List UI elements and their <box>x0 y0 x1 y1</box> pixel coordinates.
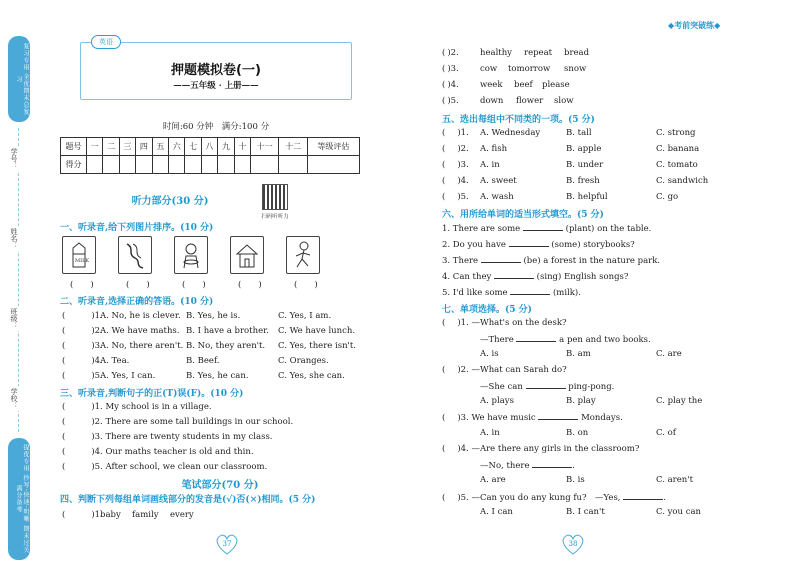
option-b: B. am <box>566 349 591 359</box>
table-cell: 八 <box>201 138 217 156</box>
question-line <box>442 491 666 503</box>
item-number: )5. <box>457 493 469 503</box>
score-cell[interactable] <box>218 156 234 174</box>
list-item <box>442 96 574 106</box>
open-paren[interactable]: ( <box>62 356 66 366</box>
list-item <box>62 326 356 336</box>
fill-blank[interactable] <box>623 492 663 500</box>
answer-slot[interactable]: ( ) <box>126 280 150 290</box>
option-a: A. are <box>480 475 506 485</box>
score-cell[interactable] <box>119 156 135 174</box>
sentence-start: 1. There are some <box>442 224 523 234</box>
question-text: —What can Sarah do? <box>471 365 567 375</box>
table-cell: 二 <box>103 138 119 156</box>
open-paren[interactable]: ( <box>442 444 446 454</box>
table-cell: 一 <box>87 138 103 156</box>
list-item <box>442 176 709 186</box>
word: bread <box>564 48 590 58</box>
list-item <box>62 432 273 442</box>
listening-part-title: 听力部分(30 分) <box>131 196 209 207</box>
option-b: B. fresh <box>566 176 600 186</box>
sentence-end: (sing) English songs? <box>533 272 629 282</box>
section-5-title: 五、选出每组中不同类的一项。(5 分) <box>442 115 595 125</box>
section-1-title: 一、听录音,给下列图片排序。(10 分) <box>60 223 214 233</box>
written-part-title: 笔试部分(70 分) <box>181 480 259 491</box>
open-paren[interactable]: ( <box>62 417 66 427</box>
list-item <box>442 223 651 234</box>
option-b: B. tall <box>566 128 592 138</box>
score-cell[interactable] <box>87 156 103 174</box>
statement: )4. Our maths teacher is old and thin. <box>91 447 254 457</box>
statement: )2. There are some tall buildings in our school. <box>91 417 294 427</box>
answer-slot[interactable]: ( ) <box>238 280 262 290</box>
open-paren[interactable]: ( <box>442 80 446 90</box>
table-cell: 六 <box>169 138 185 156</box>
item-number: )1. <box>91 510 103 520</box>
exam-header <box>80 38 352 100</box>
list-item <box>442 255 660 266</box>
option-b: B. Yes, he can. <box>186 371 249 381</box>
picture-1 <box>62 236 96 274</box>
question-line <box>442 365 567 375</box>
option-b: B. apple <box>566 144 602 154</box>
open-paren[interactable]: ( <box>62 510 66 520</box>
boy-running-icon <box>289 240 317 270</box>
list-item <box>442 192 679 202</box>
score-cell[interactable] <box>169 156 185 174</box>
sentence-start: —Can you do any kung fu? —Yes, <box>471 493 624 503</box>
open-paren[interactable]: ( <box>62 432 66 442</box>
list-item <box>62 311 332 321</box>
open-paren[interactable]: ( <box>442 192 446 202</box>
question-line <box>480 334 651 345</box>
option-c: C. Yes, I am. <box>278 311 332 321</box>
option-a: A. No, he is clever. <box>100 311 181 321</box>
option-c: C. We have lunch. <box>278 326 356 336</box>
item-number: )4. <box>447 80 459 90</box>
word: healthy <box>480 48 512 58</box>
word: cow <box>480 64 498 74</box>
fill-blank[interactable] <box>510 287 550 295</box>
list-item <box>62 417 293 427</box>
table-cell: 得分 <box>61 156 87 174</box>
option-a: A. is <box>480 349 499 359</box>
option-a: A. Yes, I can. <box>100 371 156 381</box>
fill-blank[interactable] <box>532 460 572 468</box>
question-line <box>442 318 567 328</box>
score-cell[interactable] <box>152 156 168 174</box>
open-paren[interactable]: ( <box>442 48 446 58</box>
word: slow <box>554 96 574 106</box>
open-paren[interactable]: ( <box>62 311 66 321</box>
sentence-end: (be) a forest in the nature park. <box>520 256 661 266</box>
list-item <box>62 371 345 381</box>
option-c: C. of <box>656 428 676 438</box>
sentence-start: 2. Do you have <box>442 240 509 250</box>
option-a: A. in <box>480 160 500 170</box>
open-paren[interactable]: ( <box>442 64 446 74</box>
fill-blank[interactable] <box>526 381 566 389</box>
option-b: B. No, they aren't. <box>186 341 266 351</box>
option-c: C. aren't <box>656 475 693 485</box>
sentence-start: We have music <box>471 413 539 423</box>
score-cell[interactable] <box>251 156 279 174</box>
time-score-line: 时间:60 分钟 满分:100 分 <box>162 122 270 132</box>
word: family <box>132 510 159 520</box>
list-item <box>62 510 194 520</box>
question-line <box>442 412 623 423</box>
sentence-end: (milk). <box>550 288 581 298</box>
item-number: )4. <box>457 444 469 454</box>
fill-blank[interactable] <box>538 412 578 420</box>
list-item <box>442 80 570 90</box>
word: flower <box>516 96 544 106</box>
sentence-end: a pen and two books. <box>556 335 651 345</box>
fill-blank[interactable] <box>509 239 549 247</box>
score-table <box>60 137 360 174</box>
open-paren[interactable]: ( <box>442 413 446 423</box>
name-label: 姓名： <box>10 228 18 249</box>
option-b: B. I have a brother. <box>186 326 269 336</box>
answer-slot[interactable]: ( ) <box>70 280 94 290</box>
option-c: C. you can <box>656 507 702 517</box>
option-b: B. is <box>566 475 585 485</box>
option-c: C. tomato <box>656 160 698 170</box>
page-number-text: 38 <box>568 540 578 548</box>
item-number: )5. <box>457 192 469 202</box>
option-a: A. I can <box>480 507 513 517</box>
open-paren[interactable]: ( <box>62 371 66 381</box>
list-item <box>442 287 581 298</box>
score-cell[interactable] <box>279 156 307 174</box>
sentence-end: Mondays. <box>578 413 623 423</box>
table-cell: 十 <box>234 138 250 156</box>
option-b: B. helpful <box>566 192 608 202</box>
option-a: A. Wednesday <box>480 128 541 138</box>
scarf-icon <box>121 240 149 270</box>
score-table-score-row <box>61 156 360 174</box>
review-badge: 复习专用 全优期末总复习 <box>8 36 30 122</box>
question-text: —What's on the desk? <box>471 318 567 328</box>
item-number: )1. <box>457 128 469 138</box>
table-cell: 七 <box>185 138 201 156</box>
list-item <box>442 160 698 170</box>
option-a: A. No, there aren't. <box>100 341 184 351</box>
option-b: B. under <box>566 160 604 170</box>
list-item <box>442 239 635 250</box>
item-number: )2. <box>91 326 103 336</box>
picture-5 <box>286 236 320 274</box>
item-number: )3. <box>91 341 103 351</box>
item-number: )3. <box>447 64 459 74</box>
list-item <box>442 271 628 282</box>
option-a: A. plays <box>480 396 514 406</box>
list-item <box>62 341 356 351</box>
table-cell: 题号 <box>61 138 87 156</box>
score-cell[interactable] <box>201 156 217 174</box>
option-c: C. play the <box>656 396 703 406</box>
fill-blank[interactable] <box>481 255 521 263</box>
section-6-title: 六、用所给单词的适当形式填空。(5 分) <box>442 210 604 220</box>
word: repeat <box>524 48 553 58</box>
page-number-text: 37 <box>222 540 232 548</box>
item-number: )4. <box>457 176 469 186</box>
word: every <box>170 510 194 520</box>
option-a: A. fish <box>480 144 508 154</box>
section-7-title: 七、单项选择。(5 分) <box>442 305 532 315</box>
section-3-title: 三、听录音,判断句子的正(T)误(F)。(10 分) <box>60 389 244 399</box>
item-number: )2. <box>457 365 469 375</box>
open-paren[interactable]: ( <box>442 176 446 186</box>
option-a: A. sweet <box>480 176 517 186</box>
sentence-start: —There <box>480 335 517 345</box>
list-item <box>442 128 696 138</box>
option-a: A. in <box>480 428 500 438</box>
sentence-start: 5. I'd like some <box>442 288 511 298</box>
answer-slot[interactable]: ( ) <box>182 280 206 290</box>
score-table-header-row <box>61 138 360 156</box>
option-a: A. wash <box>480 192 514 202</box>
option-b: B. Beef. <box>186 356 220 366</box>
fill-blank[interactable] <box>516 334 556 342</box>
open-paren[interactable]: ( <box>442 160 446 170</box>
picture-2 <box>118 236 152 274</box>
fill-blank[interactable] <box>523 223 563 231</box>
option-c: C. strong <box>656 128 696 138</box>
score-cell[interactable] <box>185 156 201 174</box>
table-cell: 十二 <box>279 138 307 156</box>
word: please <box>542 80 570 90</box>
picture-3 <box>174 236 208 274</box>
item-number: )5. <box>91 371 103 381</box>
section-2-title: 二、听录音,选择正确的答语。(10 分) <box>60 297 214 307</box>
open-paren[interactable]: ( <box>62 341 66 351</box>
binding-strip <box>8 36 30 564</box>
table-cell: 九 <box>218 138 234 156</box>
girl-eating-icon <box>177 240 205 270</box>
option-c: C. Oranges. <box>278 356 329 366</box>
open-paren[interactable]: ( <box>62 462 66 472</box>
sentence-end: (plant) on the table. <box>562 224 652 234</box>
fill-blank[interactable] <box>494 271 534 279</box>
score-cell[interactable] <box>136 156 152 174</box>
option-a: A. We have maths. <box>100 326 180 336</box>
milk-carton-icon <box>65 240 93 270</box>
list-item <box>442 64 587 74</box>
sentence-end: ping-pong. <box>565 382 615 392</box>
sentence-start: 4. Can they <box>442 272 494 282</box>
option-c: C. are <box>656 349 682 359</box>
table-cell: 等级评估 <box>307 138 359 156</box>
student-id-label: 学号： <box>10 148 18 169</box>
sentence-start: —No, there <box>480 461 533 471</box>
sentence-end: . <box>572 461 575 471</box>
option-c: C. sandwich <box>656 176 709 186</box>
option-c: C. Yes, she can. <box>278 371 345 381</box>
table-cell: 五 <box>152 138 168 156</box>
sentence-end: (some) storybooks? <box>548 240 635 250</box>
qr-code-icon[interactable] <box>262 184 288 210</box>
open-paren[interactable]: ( <box>442 493 446 503</box>
table-cell: 三 <box>119 138 135 156</box>
item-number: )1. <box>457 318 469 328</box>
open-paren[interactable]: ( <box>62 447 66 457</box>
open-paren[interactable]: ( <box>442 128 446 138</box>
open-paren[interactable]: ( <box>442 96 446 106</box>
score-cell[interactable] <box>234 156 250 174</box>
word: down <box>480 96 504 106</box>
option-b: B. on <box>566 428 589 438</box>
grade-label: ——五年级 · 上册—— <box>173 81 259 91</box>
open-paren[interactable]: ( <box>62 402 66 412</box>
option-b: B. Yes, he is. <box>186 311 241 321</box>
statement: )1. My school is in a village. <box>91 402 212 412</box>
section-4-title: 四、判断下列每组单词画线部分的发音是(√)否(×)相同。(5 分) <box>60 495 316 505</box>
item-number: )3. <box>457 160 469 170</box>
word: beef <box>514 80 533 90</box>
score-cell[interactable] <box>307 156 359 174</box>
word: snow <box>564 64 587 74</box>
list-item <box>442 48 590 58</box>
exam-title: 押题模拟卷(一) <box>171 63 261 78</box>
option-b: B. play <box>566 396 596 406</box>
page-number-right <box>560 532 586 556</box>
word: week <box>480 80 503 90</box>
page-number-left <box>214 532 240 556</box>
table-cell: 十一 <box>251 138 279 156</box>
option-c: C. Yes, there isn't. <box>278 341 356 351</box>
open-paren[interactable]: ( <box>442 318 446 328</box>
subject-tag: 英语 <box>91 35 121 49</box>
list-item <box>442 144 700 154</box>
statement: )3. There are twenty students in my class. <box>91 432 273 442</box>
statement: )5. After school, we clean our classroom. <box>91 462 268 472</box>
list-item <box>62 356 329 366</box>
item-number: )2. <box>457 144 469 154</box>
question-text: —Are there any girls in the classroom? <box>471 444 640 454</box>
qr-code-label: 扫码听听力 <box>261 214 289 220</box>
score-cell[interactable] <box>103 156 119 174</box>
answer-slot[interactable]: ( ) <box>294 280 318 290</box>
list-item <box>62 447 254 457</box>
sentence-start: 3. There <box>442 256 481 266</box>
option-c: C. banana <box>656 144 700 154</box>
improve-badge: 提优专用 抄写·快速·明晰 期末过关满分备考 <box>8 438 30 560</box>
option-c: C. go <box>656 192 679 202</box>
item-number: )4. <box>91 356 103 366</box>
open-paren[interactable]: ( <box>62 326 66 336</box>
corner-label: ◆考前突破练◆ <box>668 20 721 30</box>
word: baby <box>100 510 121 520</box>
house-icon <box>233 240 261 270</box>
list-item <box>62 462 267 472</box>
open-paren[interactable]: ( <box>442 365 446 375</box>
item-number: )1. <box>91 311 103 321</box>
item-number: )5. <box>447 96 459 106</box>
table-cell: 四 <box>136 138 152 156</box>
school-label: 学校： <box>10 388 18 409</box>
open-paren[interactable]: ( <box>442 144 446 154</box>
class-label: 班级： <box>10 308 18 329</box>
svg-text:MILK: MILK <box>75 258 90 264</box>
question-line <box>480 460 575 471</box>
picture-4 <box>230 236 264 274</box>
option-a: A. Tea. <box>100 356 130 366</box>
sentence-start: —She can <box>480 382 526 392</box>
word: tomorrow <box>508 64 551 74</box>
item-number: )2. <box>447 48 459 58</box>
question-line <box>480 381 614 392</box>
option-b: B. I can't <box>566 507 605 517</box>
sentence-end: . <box>663 493 666 503</box>
item-number: )3. <box>457 413 469 423</box>
list-item <box>62 402 212 412</box>
question-line <box>442 444 639 454</box>
